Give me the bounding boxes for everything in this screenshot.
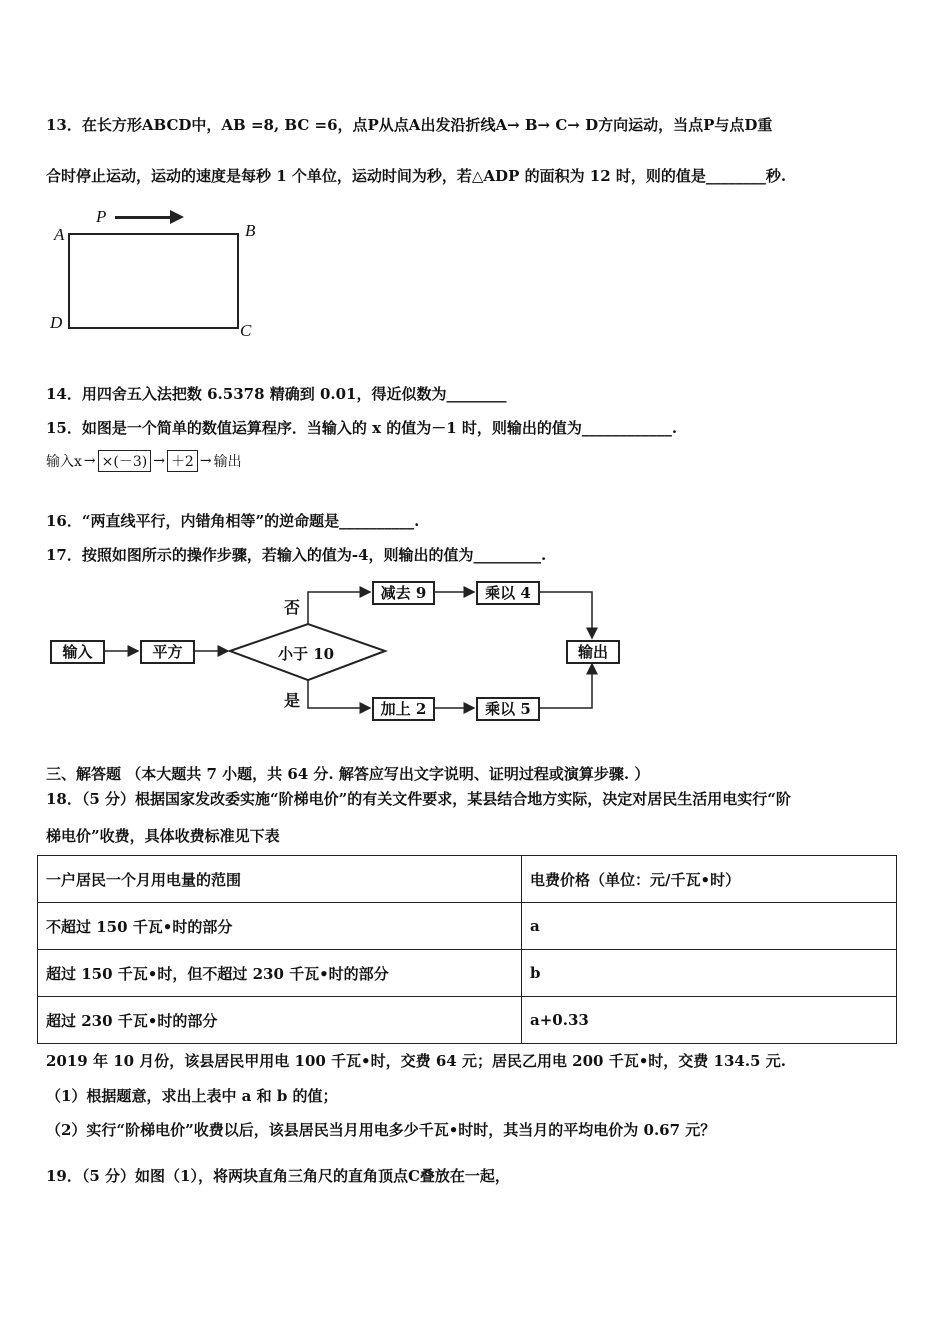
price-table — [37, 855, 897, 1044]
flow-mul4: 乘以 4 — [476, 581, 540, 605]
flow-sub9: 减去 9 — [372, 581, 435, 605]
table-row — [38, 903, 897, 950]
label-a: A — [54, 225, 65, 244]
q18-line1: 18．（5 分）根据国家发改委实施“阶梯电价”的有关文件要求，某县结合地方实际，决定对居民生活用电实行“阶 — [46, 790, 791, 808]
cell: b — [522, 950, 897, 997]
q13-line1: 13．在长方形ABCD中，AB =8, BC =6，点P从点A出发沿折线A→ B→ C→ D方向运动，当点P与点D重 — [46, 116, 773, 134]
cell: 超过 230 千瓦•时的部分 — [38, 997, 522, 1044]
q18-sub1: （1）根据题意，求出上表中 a 和 b 的值； — [46, 1087, 338, 1105]
cell: a+0.33 — [522, 997, 897, 1044]
label-p: P — [96, 207, 107, 226]
q14: 14．用四舍五入法把数 6.5378 精确到 0.01，得近似数为________ — [46, 385, 507, 403]
flow-no: 否 — [284, 598, 301, 617]
section3-title: 三、解答题 （本大题共 7 小题，共 64 分. 解答应写出文字说明、证明过程或演算步骤. ） — [46, 765, 650, 783]
q13-line2: 合时停止运动，运动的速度是每秒 1 个单位，运动时间为秒，若△ADP 的面积为 12 时，则的值是________秒. — [46, 167, 787, 185]
q15-output: 输出 — [213, 454, 242, 470]
q18-line2: 梯电价”收费，具体收费标准见下表 — [46, 827, 280, 845]
q19: 19．（5 分）如图（1），将两块直角三角尺的直角顶点C叠放在一起， — [46, 1167, 510, 1185]
cell: a — [522, 903, 897, 950]
flow-yes: 是 — [284, 691, 301, 710]
table-row — [38, 950, 897, 997]
q15-input: 输入x — [46, 454, 82, 470]
q17-text: 17．按照如图所示的操作步骤，若输入的值为-4，则输出的值为_________. — [46, 546, 547, 564]
flow-add2: 加上 2 — [372, 697, 435, 721]
flow-square: 平方 — [140, 640, 195, 664]
header-price: 电费价格（单位：元/千瓦•时） — [522, 856, 897, 903]
q15-op2: ＋2 — [167, 450, 198, 472]
label-c: C — [240, 321, 252, 340]
q18-sub2: （2）实行“阶梯电价”收费以后，该县居民当月用电多少千瓦•时时，其当月的平均电价为 0.67 元？ — [46, 1121, 716, 1139]
label-d: D — [50, 313, 63, 332]
label-b: B — [245, 221, 256, 240]
cell: 不超过 150 千瓦•时的部分 — [38, 903, 522, 950]
table-row — [38, 997, 897, 1044]
cell: 超过 150 千瓦•时，但不超过 230 千瓦•时的部分 — [38, 950, 522, 997]
flow-output: 输出 — [566, 640, 620, 664]
q18-info: 2019 年 10 月份，该县居民甲用电 100 千瓦•时，交费 64 元；居民乙用电 200 千瓦•时，交费 134.5 元. — [46, 1052, 786, 1070]
flow-condition: 小于 10 — [278, 645, 335, 663]
q15-op1: ×(－3) — [98, 450, 152, 472]
flow-input: 输入 — [50, 640, 105, 664]
q16: 16．“两直线平行，内错角相等”的逆命题是__________. — [46, 512, 420, 530]
q15-text: 15．如图是一个简单的数值运算程序．当输入的 x 的值为－1 时，则输出的值为____________. — [46, 419, 678, 437]
flow-mul5: 乘以 5 — [476, 697, 540, 721]
q15-diagram: 输入x → ×(－3) → ＋2 → 输出 — [46, 450, 242, 472]
header-range: 一户居民一个月用电量的范围 — [38, 856, 522, 903]
table-header — [38, 856, 897, 903]
